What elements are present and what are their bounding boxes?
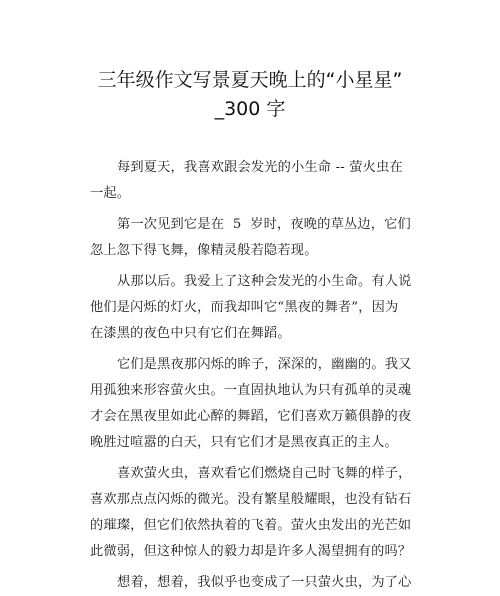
paragraph [90, 570, 422, 596]
paragraph [90, 212, 422, 264]
article-title: 三年级作文写景夏天晚上的“小星星” [97, 69, 403, 91]
text-line: 它们是黑夜那闪烁的眸子，深深的，幽幽的。我又 [117, 357, 412, 372]
text-line: 喜欢萤火虫，喜欢看它们燃烧自己时飞舞的样子， [117, 466, 412, 481]
text-line: 此微弱，但这种惊人的毅力却是许多人渴望拥有的吗？ [90, 544, 412, 559]
text-line: 每到夏天，我喜欢跟会发光的小生命 -- 萤火虫在 [117, 160, 403, 175]
paragraph [90, 155, 422, 207]
text-line: 想着，想着，我似乎也变成了一只萤火虫，为了心 [117, 575, 412, 590]
text-line: 用孤独来形容萤火虫。一直固执地认为只有孤单的灵魂 [90, 383, 412, 398]
text-line: 他们是闪烁的灯火，而我却叫它“黑夜的舞者”，因为 [90, 300, 399, 315]
text-line: 从那以后。我爱上了这种会发光的小生命。有人说 [117, 274, 412, 289]
text-line: 第一次见到它是在 5 岁时，夜晚的草丛边，它们 [117, 217, 411, 232]
text-line: 一起。 [90, 186, 131, 201]
text-line: 在漆黑的夜色中只有它们在舞蹈。 [90, 326, 291, 341]
paragraph [90, 352, 422, 456]
paragraph [90, 461, 422, 565]
text-line: 的璀璨，但它们依然执着的飞着。萤火虫发出的光芒如 [90, 518, 412, 533]
text-line: 喜欢那点点闪烁的微光。没有繁星般耀眼，也没有钻石 [90, 492, 412, 507]
text-line: 才会在黑夜里如此心醉的舞蹈，它们喜欢万籁俱静的夜 [90, 409, 412, 424]
article-body [90, 155, 422, 596]
text-line: 晚胜过喧嚣的白天，只有它们才是黑夜真正的主人。 [90, 435, 398, 450]
text-line: 忽上忽下得飞舞，像精灵般若隐若现。 [90, 243, 318, 258]
paragraph [90, 269, 422, 347]
article-title-continued: _300 字 [214, 98, 286, 120]
